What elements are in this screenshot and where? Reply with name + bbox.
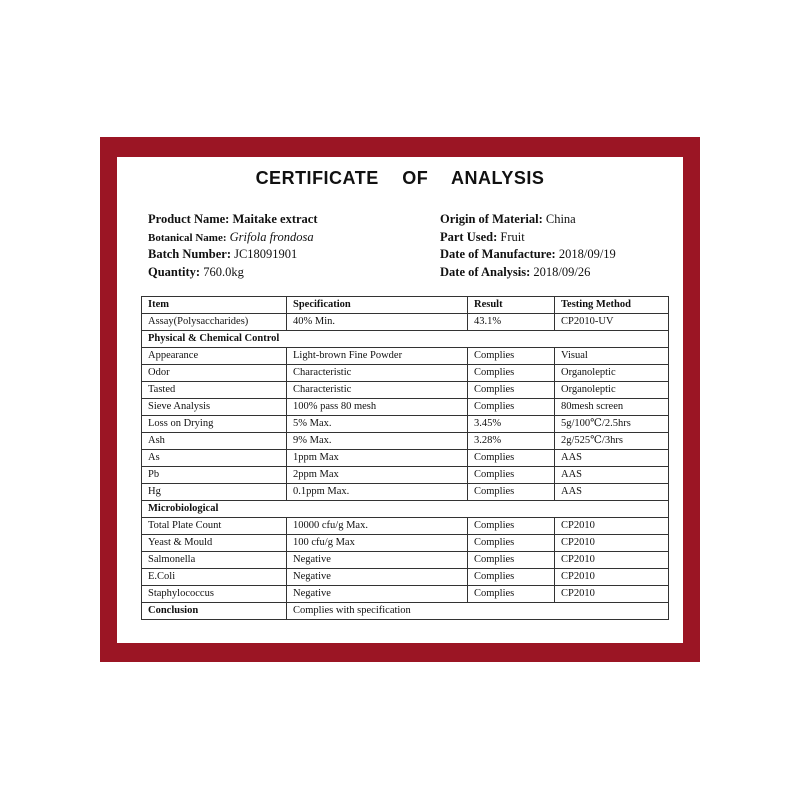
cell-method: CP2010: [555, 586, 669, 603]
cell-item: Loss on Drying: [142, 416, 287, 433]
cell-item: Pb: [142, 467, 287, 484]
document-title: CERTIFICATE OF ANALYSIS: [255, 168, 545, 188]
cell-result: Complies: [468, 484, 555, 501]
table-row: [142, 535, 669, 552]
cell-item: Appearance: [142, 348, 287, 365]
cell-result: 3.28%: [468, 433, 555, 450]
info-row: [148, 264, 318, 282]
info-label: Date of Manufacture:: [440, 247, 556, 261]
cell-result: 43.1%: [468, 314, 555, 331]
cell-item: Salmonella: [142, 552, 287, 569]
cell-result: Complies: [468, 518, 555, 535]
cell-method: 2g/525℃/3hrs: [555, 433, 669, 450]
table-row: [142, 450, 669, 467]
info-label: Botanical Name:: [148, 231, 227, 244]
table-row: [142, 382, 669, 399]
cell-result: Complies: [468, 552, 555, 569]
header-specification: Specification: [287, 297, 468, 314]
cell-item: Total Plate Count: [142, 518, 287, 535]
cell-specification: Characteristic: [287, 365, 468, 382]
info-label: Date of Analysis:: [440, 264, 531, 279]
cell-item: Hg: [142, 484, 287, 501]
cell-specification: 9% Max.: [287, 433, 468, 450]
cell-result: Complies: [468, 348, 555, 365]
certificate-document: [117, 157, 683, 643]
cell-specification: 100% pass 80 mesh: [287, 399, 468, 416]
table-row: [142, 399, 669, 416]
info-label: Batch Number:: [148, 247, 231, 261]
info-value: Fruit: [500, 229, 525, 244]
section-physical-chemical: Physical & Chemical Control: [142, 331, 669, 348]
cell-method: 80mesh screen: [555, 399, 669, 416]
info-value: Grifola frondosa: [229, 229, 314, 244]
cell-specification: Negative: [287, 569, 468, 586]
info-value: 760.0kg: [203, 264, 244, 279]
cell-item: Assay(Polysaccharides): [142, 314, 287, 331]
info-row: [440, 229, 616, 247]
cell-specification: 40% Min.: [287, 314, 468, 331]
cell-specification: 10000 cfu/g Max.: [287, 518, 468, 535]
cell-item: Odor: [142, 365, 287, 382]
header-item: Item: [142, 297, 287, 314]
table-row: [142, 552, 669, 569]
header-result: Result: [468, 297, 555, 314]
info-value: 2018/09/26: [533, 264, 591, 279]
cell-specification: Negative: [287, 586, 468, 603]
info-row: [148, 246, 318, 264]
material-info: [440, 211, 616, 281]
info-value: China: [545, 212, 576, 226]
conclusion-value: Complies with specification: [287, 603, 669, 620]
info-row: [148, 211, 318, 229]
cell-specification: Negative: [287, 552, 468, 569]
cell-item: E.Coli: [142, 569, 287, 586]
cell-method: Visual: [555, 348, 669, 365]
cell-specification: 5% Max.: [287, 416, 468, 433]
info-row: [440, 246, 616, 264]
info-row: [440, 264, 616, 282]
table-header-row: [142, 297, 669, 314]
table-row: [142, 348, 669, 365]
cell-item: Staphylococcus: [142, 586, 287, 603]
cell-method: Organoleptic: [555, 382, 669, 399]
section-row-physical: [142, 331, 669, 348]
table-row: [142, 365, 669, 382]
product-info: [148, 211, 318, 281]
cell-result: 3.45%: [468, 416, 555, 433]
cell-specification: 100 cfu/g Max: [287, 535, 468, 552]
cell-result: Complies: [468, 586, 555, 603]
conclusion-row: [142, 603, 669, 620]
cell-method: AAS: [555, 467, 669, 484]
table-row: [142, 433, 669, 450]
cell-result: Complies: [468, 382, 555, 399]
cell-item: Ash: [142, 433, 287, 450]
info-value: JC18091901: [234, 247, 298, 261]
info-label: Part Used:: [440, 229, 498, 244]
table-row: [142, 484, 669, 501]
cell-method: AAS: [555, 450, 669, 467]
section-row-microbiological: [142, 501, 669, 518]
table-row: [142, 416, 669, 433]
cell-result: Complies: [468, 399, 555, 416]
cell-method: Organoleptic: [555, 365, 669, 382]
table-row-assay: [142, 314, 669, 331]
info-label: Origin of Material:: [440, 212, 543, 226]
cell-method: 5g/100℃/2.5hrs: [555, 416, 669, 433]
analysis-table: [141, 296, 669, 620]
cell-result: Complies: [468, 535, 555, 552]
cell-specification: 0.1ppm Max.: [287, 484, 468, 501]
cell-item: Sieve Analysis: [142, 399, 287, 416]
table-row: [142, 518, 669, 535]
cell-method: CP2010: [555, 569, 669, 586]
info-value: 2018/09/19: [558, 247, 616, 261]
cell-item: Yeast & Mould: [142, 535, 287, 552]
cell-result: Complies: [468, 569, 555, 586]
cell-method: CP2010: [555, 552, 669, 569]
cell-item: As: [142, 450, 287, 467]
info-row: [440, 211, 616, 229]
info-row: [148, 229, 318, 247]
table-row: [142, 569, 669, 586]
cell-method: AAS: [555, 484, 669, 501]
table-row: [142, 467, 669, 484]
cell-method: CP2010: [555, 518, 669, 535]
cell-result: Complies: [468, 450, 555, 467]
table-row: [142, 586, 669, 603]
cell-result: Complies: [468, 467, 555, 484]
cell-specification: 2ppm Max: [287, 467, 468, 484]
cell-specification: Characteristic: [287, 382, 468, 399]
info-value: Maitake extract: [232, 212, 318, 226]
cell-item: Tasted: [142, 382, 287, 399]
cell-method: CP2010-UV: [555, 314, 669, 331]
section-microbiological: Microbiological: [142, 501, 669, 518]
conclusion-label: Conclusion: [142, 603, 287, 620]
cell-specification: Light-brown Fine Powder: [287, 348, 468, 365]
header-testing-method: Testing Method: [555, 297, 669, 314]
info-label: Product Name:: [148, 212, 230, 226]
info-label: Quantity:: [148, 264, 201, 279]
cell-method: CP2010: [555, 535, 669, 552]
cell-specification: 1ppm Max: [287, 450, 468, 467]
cell-result: Complies: [468, 365, 555, 382]
